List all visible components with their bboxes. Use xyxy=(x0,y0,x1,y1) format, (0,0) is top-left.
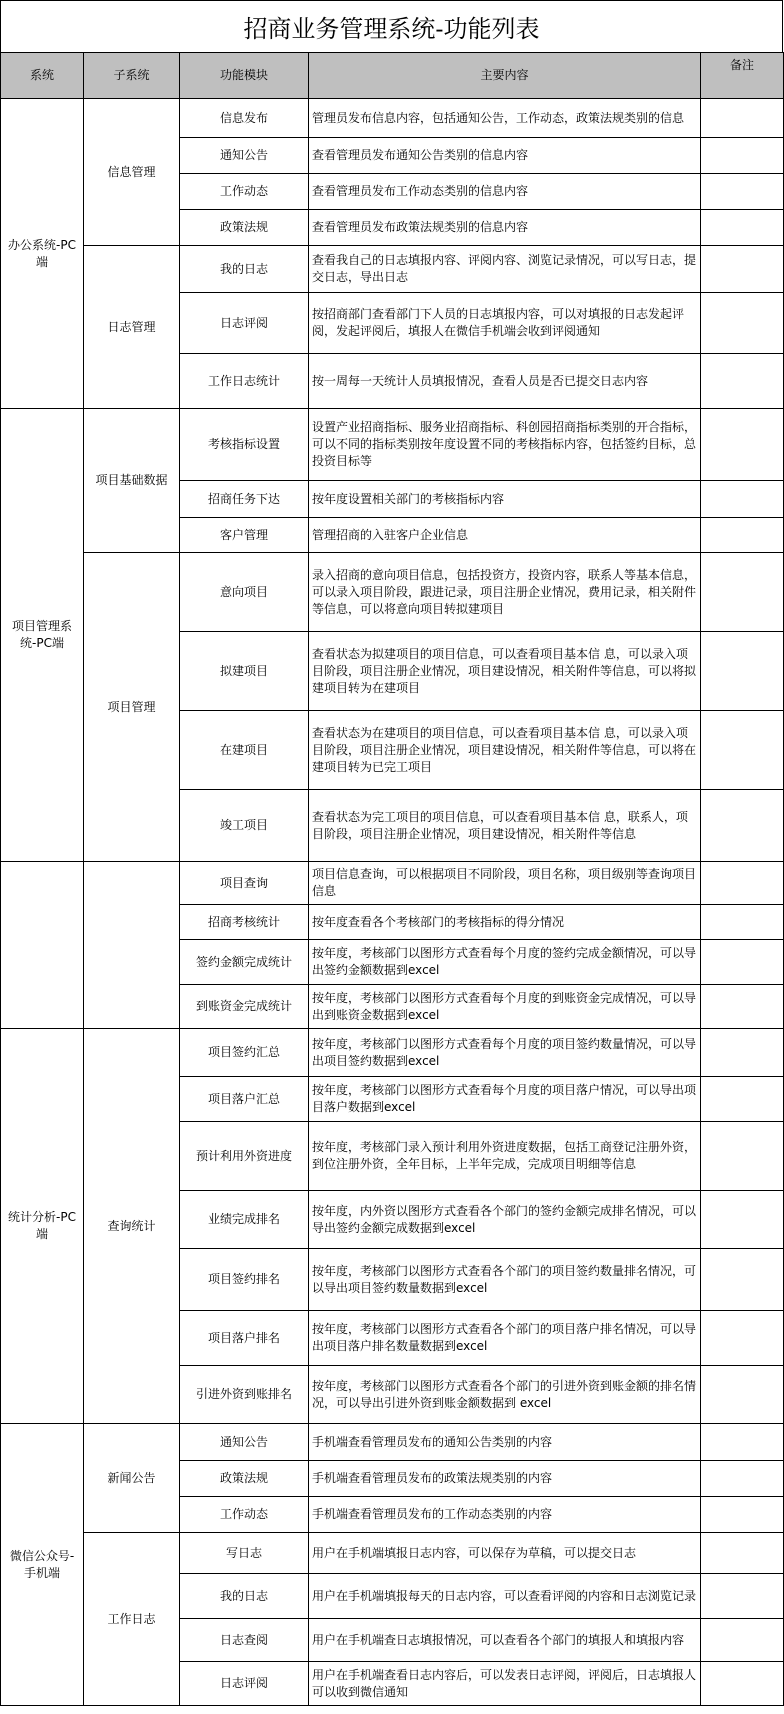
note-cell xyxy=(701,1533,784,1574)
subsystem-cell: 新闻公告 xyxy=(84,1424,180,1533)
module-cell: 通知公告 xyxy=(180,138,309,174)
content-cell: 按年度，考核部门以图形方式查看各个部门的项目签约数量排名情况，可以导出项目签约数量数据到excel xyxy=(309,1249,701,1311)
content-cell: 管理员发布信息内容，包括通知公告，工作动态，政策法规类别的信息 xyxy=(309,99,701,138)
module-cell: 签约金额完成统计 xyxy=(180,940,309,985)
note-cell xyxy=(701,553,784,632)
module-cell: 工作日志统计 xyxy=(180,354,309,409)
note-cell xyxy=(701,1249,784,1311)
system-cell: 办公系统-PC端 xyxy=(1,99,84,409)
note-cell xyxy=(701,354,784,409)
note-cell xyxy=(701,1424,784,1461)
note-cell xyxy=(701,1497,784,1533)
note-cell xyxy=(701,1619,784,1662)
content-cell: 用户在手机端填报日志内容，可以保存为草稿，可以提交日志 xyxy=(309,1533,701,1574)
module-cell: 到账资金完成统计 xyxy=(180,985,309,1029)
subsystem-cell: 项目基础数据 xyxy=(84,409,180,553)
content-cell: 查看管理员发布工作动态类别的信息内容 xyxy=(309,174,701,210)
module-cell: 竣工项目 xyxy=(180,790,309,862)
note-cell xyxy=(701,1191,784,1249)
content-cell: 查看状态为完工项目的项目信息，可以查看项目基本信 息，联系人，项目阶段，项目注册企业情况，项目建设情况，相关附件等信息 xyxy=(309,790,701,862)
module-cell: 预计利用外资进度 xyxy=(180,1122,309,1191)
note-cell xyxy=(701,481,784,518)
note-cell xyxy=(701,905,784,940)
content-cell: 项目信息查询，可以根据项目不同阶段，项目名称，项目级别等查询项目信息 xyxy=(309,862,701,905)
table-row xyxy=(1,862,784,905)
module-cell: 工作动态 xyxy=(180,174,309,210)
note-cell xyxy=(701,293,784,354)
content-cell: 按一周每一天统计人员填报情况，查看人员是否已提交日志内容 xyxy=(309,354,701,409)
content-cell: 按年度，考核部门以图形方式查看每个月度的项目签约数量情况，可以导出项目签约数据到excel xyxy=(309,1029,701,1077)
note-cell xyxy=(701,1029,784,1077)
table-row xyxy=(1,99,784,138)
content-cell: 查看我自己的日志填报内容、评阅内容、浏览记录情况，可以写日志，提交日志，导出日志 xyxy=(309,246,701,293)
note-cell xyxy=(701,99,784,138)
page-title: 招商业务管理系统-功能列表 xyxy=(0,0,783,53)
module-cell: 项目落户汇总 xyxy=(180,1077,309,1122)
note-cell xyxy=(701,862,784,905)
note-cell xyxy=(701,1574,784,1619)
header-row xyxy=(1,53,784,99)
content-cell: 手机端查看管理员发布的政策法规类别的内容 xyxy=(309,1461,701,1497)
content-cell: 用户在手机端查看日志内容后，可以发表日志评阅，评阅后，日志填报人可以收到微信通知 xyxy=(309,1662,701,1706)
module-cell: 政策法规 xyxy=(180,210,309,246)
module-cell: 通知公告 xyxy=(180,1424,309,1461)
content-cell: 查看管理员发布政策法规类别的信息内容 xyxy=(309,210,701,246)
module-cell: 招商任务下达 xyxy=(180,481,309,518)
content-cell: 按年度，考核部门以图形方式查看各个部门的引进外资到账金额的排名情况，可以导出引进外资到账金额数据到 excel xyxy=(309,1366,701,1424)
system-cell: 微信公众号-手机端 xyxy=(1,1424,84,1706)
header-system: 系统 xyxy=(1,53,84,99)
table-row xyxy=(1,1424,784,1461)
note-cell xyxy=(701,518,784,553)
content-cell: 手机端查看管理员发布的通知公告类别的内容 xyxy=(309,1424,701,1461)
note-cell xyxy=(701,138,784,174)
content-cell: 按招商部门查看部门下人员的日志填报内容，可以对填报的日志发起评阅，发起评阅后，填报人在微信手机端会收到评阅通知 xyxy=(309,293,701,354)
module-cell: 信息发布 xyxy=(180,99,309,138)
content-cell: 按年度，考核部门以图形方式查看每个月度的到账资金完成情况，可以导出到账资金数据到excel xyxy=(309,985,701,1029)
content-cell: 设置产业招商指标、服务业招商指标、科创园招商指标类别的开合指标，可以不同的指标类别按年度设置不同的考核指标内容，包括签约目标，总投资目标等 xyxy=(309,409,701,481)
note-cell xyxy=(701,1662,784,1706)
content-cell: 用户在手机端填报每天的日志内容，可以查看评阅的内容和日志浏览记录 xyxy=(309,1574,701,1619)
content-cell: 按年度设置相关部门的考核指标内容 xyxy=(309,481,701,518)
header-module: 功能模块 xyxy=(180,53,309,99)
table-row xyxy=(1,553,784,632)
header-content: 主要内容 xyxy=(309,53,701,99)
note-cell xyxy=(701,246,784,293)
note-cell xyxy=(701,174,784,210)
module-cell: 政策法规 xyxy=(180,1461,309,1497)
subsystem-cell: 工作日志 xyxy=(84,1533,180,1706)
note-cell xyxy=(701,1122,784,1191)
subsystem-cell: 查询统计 xyxy=(84,1029,180,1424)
subsystem-cell xyxy=(84,862,180,1029)
subsystem-cell: 日志管理 xyxy=(84,246,180,409)
header-note: 备注 xyxy=(701,53,784,99)
note-cell xyxy=(701,940,784,985)
note-cell xyxy=(701,985,784,1029)
module-cell: 日志评阅 xyxy=(180,1662,309,1706)
module-cell: 业绩完成排名 xyxy=(180,1191,309,1249)
table-row xyxy=(1,409,784,481)
note-cell xyxy=(701,210,784,246)
module-cell: 项目签约汇总 xyxy=(180,1029,309,1077)
content-cell: 录入招商的意向项目信息，包括投资方，投资内容，联系人等基本信息，可以录入项目阶段，跟进记录，项目注册企业情况，费用记录，相关附件等信息，可以将意向项目转拟建项目 xyxy=(309,553,701,632)
note-cell xyxy=(701,790,784,862)
module-cell: 项目落户排名 xyxy=(180,1311,309,1366)
content-cell: 按年度，考核部门录入预计利用外资进度数据，包括工商登记注册外资，到位注册外资，全年目标，上半年完成，完成项目明细等信息 xyxy=(309,1122,701,1191)
system-cell: 项目管理系统-PC端 xyxy=(1,409,84,862)
module-cell: 意向项目 xyxy=(180,553,309,632)
content-cell: 查看状态为拟建项目的项目信息，可以查看项目基本信 息，可以录入项目阶段，项目注册企业情况，项目建设情况，相关附件等信息，可以将拟建项目转为在建项目 xyxy=(309,632,701,711)
module-cell: 考核指标设置 xyxy=(180,409,309,481)
module-cell: 我的日志 xyxy=(180,246,309,293)
content-cell: 查看管理员发布通知公告类别的信息内容 xyxy=(309,138,701,174)
note-cell xyxy=(701,1461,784,1497)
content-cell: 按年度，考核部门以图形方式查看每个月度的签约完成金额情况，可以导出签约金额数据到excel xyxy=(309,940,701,985)
module-cell: 项目签约排名 xyxy=(180,1249,309,1311)
module-cell: 写日志 xyxy=(180,1533,309,1574)
content-cell: 按年度，考核部门以图形方式查看各个部门的项目落户排名情况，可以导出项目落户排名数量数据到excel xyxy=(309,1311,701,1366)
module-cell: 拟建项目 xyxy=(180,632,309,711)
content-cell: 用户在手机端查日志填报情况，可以查看各个部门的填报人和填报内容 xyxy=(309,1619,701,1662)
note-cell xyxy=(701,1311,784,1366)
table-row xyxy=(1,1533,784,1574)
system-cell xyxy=(1,862,84,1029)
note-cell xyxy=(701,1366,784,1424)
module-cell: 日志评阅 xyxy=(180,293,309,354)
note-cell xyxy=(701,1077,784,1122)
content-cell: 按年度查看各个考核部门的考核指标的得分情况 xyxy=(309,905,701,940)
module-cell: 工作动态 xyxy=(180,1497,309,1533)
content-cell: 管理招商的入驻客户企业信息 xyxy=(309,518,701,553)
module-cell: 我的日志 xyxy=(180,1574,309,1619)
table-row xyxy=(1,246,784,293)
function-table xyxy=(0,52,784,1706)
module-cell: 日志查阅 xyxy=(180,1619,309,1662)
module-cell: 招商考核统计 xyxy=(180,905,309,940)
content-cell: 按年度，考核部门以图形方式查看每个月度的项目落户情况，可以导出项目落户数据到excel xyxy=(309,1077,701,1122)
note-cell xyxy=(701,409,784,481)
module-cell: 客户管理 xyxy=(180,518,309,553)
table-row xyxy=(1,1029,784,1077)
subsystem-cell: 信息管理 xyxy=(84,99,180,246)
content-cell: 按年度，内外资以图形方式查看各个部门的签约金额完成排名情况，可以导出签约金额完成数据到excel xyxy=(309,1191,701,1249)
module-cell: 引进外资到账排名 xyxy=(180,1366,309,1424)
system-cell: 统计分析-PC端 xyxy=(1,1029,84,1424)
note-cell xyxy=(701,711,784,790)
content-cell: 手机端查看管理员发布的工作动态类别的内容 xyxy=(309,1497,701,1533)
header-subsystem: 子系统 xyxy=(84,53,180,99)
module-cell: 项目查询 xyxy=(180,862,309,905)
subsystem-cell: 项目管理 xyxy=(84,553,180,862)
content-cell: 查看状态为在建项目的项目信息，可以查看项目基本信 息，可以录入项目阶段，项目注册企业情况，项目建设情况，相关附件等信息，可以将在建项目转为已完工项目 xyxy=(309,711,701,790)
note-cell xyxy=(701,632,784,711)
module-cell: 在建项目 xyxy=(180,711,309,790)
